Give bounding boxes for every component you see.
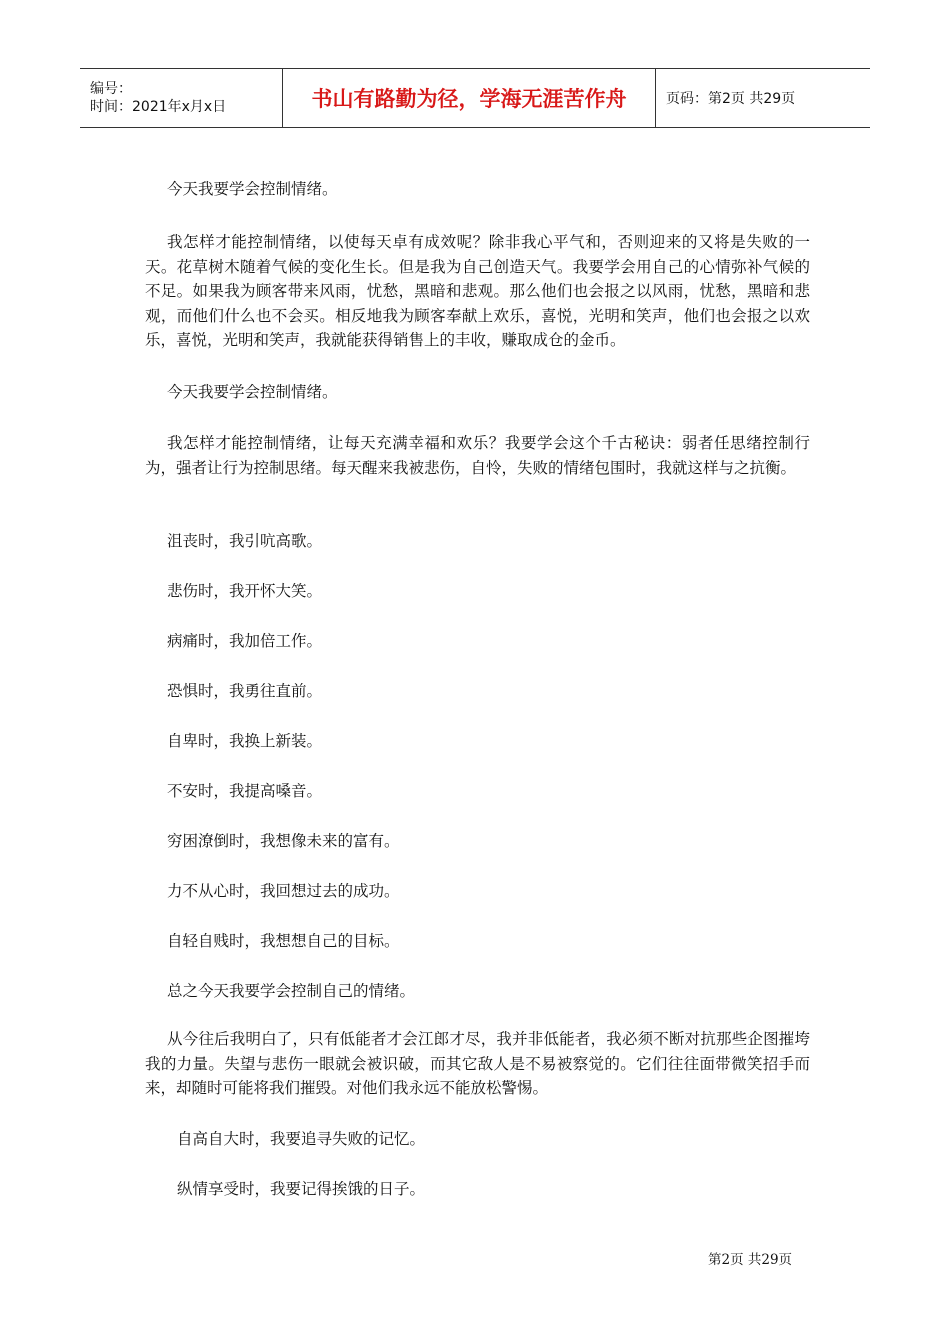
paragraph: 恐惧时，我勇往直前。 [167, 682, 323, 700]
paragraph: 我怎样才能控制情绪，让每天充满幸福和欢乐？我要学会这个千古秘诀：弱者任思绪控制行为，强者让行为控制思绪。每天醒来我被悲伤，自怜，失败的情绪包围时，我就这样与之抗衡。 [145, 434, 810, 477]
header-meta [80, 69, 282, 127]
paragraph: 自高自大时，我要追寻失败的记忆。 [177, 1130, 426, 1148]
paragraph: 穷困潦倒时，我想像未来的富有。 [167, 832, 400, 850]
paragraph: 我怎样才能控制情绪，以使每天卓有成效呢？除非我心平气和，否则迎来的又将是失败的一天。花草树木随着气候的变化生长。但是我为自己创造天气。我要学会用自己的心情弥补气候的不足。如果我为顾客带来风雨，忧愁，黑暗和悲观。那么他们也会报之以风雨，忧愁，黑暗和悲观，而他们什么也不会买。相反地我为顾客奉献上欢乐，喜悦，光明和笑声，他们也会报之以欢乐，喜悦，光明和笑声，我就能获得销售上的丰收，赚取成仓的金币。 [145, 233, 810, 349]
paragraph: 自轻自贱时，我想想自己的目标。 [167, 932, 400, 950]
header-page-code: 页码：第2页 共29页 [666, 91, 796, 107]
page-header [80, 68, 870, 128]
paragraph: 不安时，我提高嗓音。 [167, 782, 323, 800]
document-number-label: 编号： [90, 81, 132, 97]
paragraph: 今天我要学会控制情绪。 [167, 383, 338, 401]
paragraph: 从今往后我明白了，只有低能者才会江郎才尽，我并非低能者，我必须不断对抗那些企图摧垮我的力量。失望与悲伤一眼就会被识破，而其它敌人是不易被察觉的。它们往往面带微笑招手而来，却随时可能将我们摧毁。对他们我永远不能放松警惕。 [145, 1030, 810, 1097]
paragraph: 悲伤时，我开怀大笑。 [167, 582, 323, 600]
header-motto: 书山有路勤为径，学海无涯苦作舟 [282, 69, 656, 127]
paragraph: 自卑时，我换上新装。 [167, 732, 323, 750]
paragraph: 总之今天我要学会控制自己的情绪。 [167, 982, 416, 1000]
page-footer: 第2页 共29页 [708, 1252, 793, 1268]
paragraph: 纵情享受时，我要记得挨饿的日子。 [177, 1180, 426, 1198]
paragraph: 力不从心时，我回想过去的成功。 [167, 882, 400, 900]
document-time-label: 时间：2021年x月x日 [90, 99, 227, 115]
paragraph: 沮丧时，我引吭高歌。 [167, 532, 323, 550]
paragraph: 今天我要学会控制情绪。 [167, 180, 338, 198]
paragraph: 病痛时，我加倍工作。 [167, 632, 323, 650]
